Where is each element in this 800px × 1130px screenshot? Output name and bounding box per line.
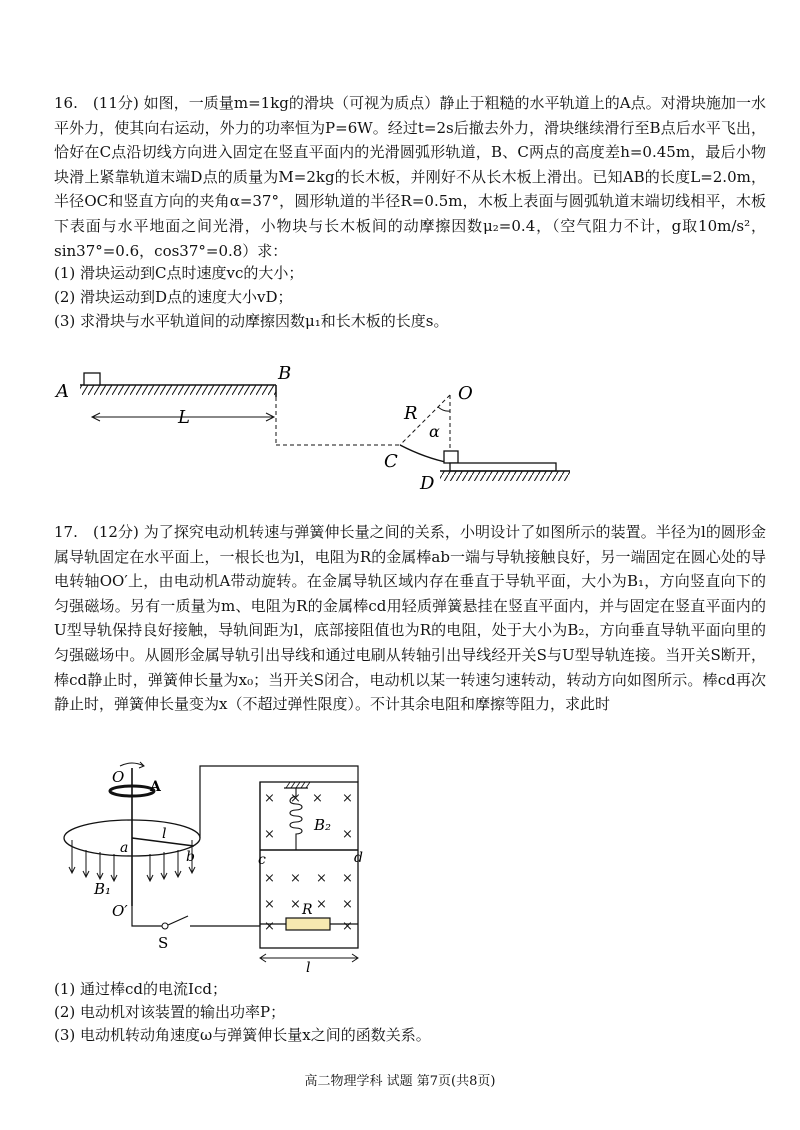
label-l: L	[178, 407, 190, 428]
wire-axis-switch	[132, 906, 162, 926]
switch-contact	[162, 923, 168, 929]
label-d-rod: d	[354, 850, 363, 866]
label-o: O	[458, 383, 473, 404]
label-a: A	[56, 381, 69, 402]
switch-s[interactable]	[168, 916, 188, 925]
svg-text:×: ×	[264, 871, 275, 886]
svg-text:×: ×	[264, 791, 275, 806]
label-b-rod: b	[186, 849, 195, 865]
svg-text:×: ×	[342, 897, 353, 912]
svg-text:×: ×	[264, 827, 275, 842]
wire-rail-top	[200, 766, 358, 838]
problem-17-question-3: (3) 电动机转动角速度ω与弹簧伸长量x之间的函数关系。	[54, 1026, 431, 1044]
label-l-rail: l	[306, 960, 311, 974]
svg-text:×: ×	[342, 919, 353, 934]
problem-16-question-2: (2) 滑块运动到D点的速度大小vD；	[54, 288, 293, 306]
svg-text:×: ×	[264, 919, 275, 934]
arc-track	[400, 445, 450, 463]
label-b1: B₁	[94, 880, 112, 898]
label-b: B	[278, 363, 292, 384]
svg-text:×: ×	[342, 791, 353, 806]
label-a-rod: a	[120, 840, 129, 856]
label-b2: B₂	[314, 816, 332, 834]
problem-17-question-2: (2) 电动机对该装置的输出功率P；	[54, 1003, 286, 1021]
label-c: C	[384, 451, 398, 472]
problem-17-text: 17. (12分) 为了探究电动机转速与弹簧伸长量之间的关系，小明设计了如图所示的装置。半径为l的圆形金属导轨固定在水平面上，一根长也为l，电阻为R的金属棒ab一端与导轨接触良好，另一端固定在圆心处的导电转轴OO′上，由电动机A带动旋转。在金属导轨区域内存在垂直于导轨平面，大小为B₁，方向竖直向下的匀强磁场。另有一质量为m、电阻为R的金属棒cd用轻质弹簧悬挂在竖直平面内，并与固定在竖直平面内的U型导轨保持良好接触，导轨间距为l，底部接阻值也为R的电阻，处于大小为B₂，方向垂直导轨平面向里的匀强磁场中。从圆形金属导轨引出导线和通过电刷从转轴引出导线经开关S与U型导轨连接。当开关S断开，棒cd静止时，弹簧伸长量为x₀；当开关S闭合，电动机以某一转速匀速转动，转动方向如图所示。棒cd再次静止时，弹簧伸长量变为x（不超过弹性限度）。不计其余电阻和摩擦等阻力，求此时	[54, 523, 766, 714]
label-a-motor: A	[150, 779, 161, 795]
alpha-arc	[438, 407, 450, 411]
page-footer: 高二物理学科 试题 第7页(共8页)	[304, 1074, 496, 1089]
rotation-arrow-icon	[120, 763, 144, 766]
svg-text:×: ×	[316, 871, 327, 886]
svg-text:×: ×	[342, 827, 353, 842]
problem-17-figure	[50, 758, 370, 974]
problem-16-question-3: (3) 求滑块与水平轨道间的动摩擦因数μ₁和长木板的长度s。	[54, 312, 449, 330]
label-d: D	[420, 473, 435, 494]
label-o-axis: O	[112, 768, 125, 786]
label-s: S	[158, 934, 169, 952]
problem-16-text: 16. (11分) 如图，一质量m=1kg的滑块（可视为质点）静止于粗糙的水平轨道上的A点。对滑块施加一水平外力，使其向右运动，外力的功率恒为P=6W。经过t=2s后撤去外力，滑块继续滑行至B点后水平飞出，恰好在C点沿切线方向进入固定在竖直平面内的光滑圆弧形轨道，B、C两点的高度差h=0.45m，最后小物块滑上紧靠轨道末端D点的质量为M=2kg的长木板，并刚好不从长木板上滑出。已知AB的长度L=2.0m，半径OC和竖直方向的夹角α=37°，圆形轨道的半径R=0.5m，木板上表面与圆弧轨道末端切线相平，木板下表面与水平地面之间光滑，小物块与长木板间的动摩擦因数μ₂=0.4，（空气阻力不计，g取10m/s²，sin37°=0.6，cos37°=0.8）求：	[54, 94, 766, 260]
svg-text:×: ×	[342, 871, 353, 886]
slider-block-d	[444, 451, 458, 463]
problem-16-question-1: (1) 滑块运动到C点时速度vc的大小；	[54, 264, 304, 282]
svg-text:×: ×	[290, 897, 301, 912]
svg-text:×: ×	[264, 897, 275, 912]
label-alpha: α	[429, 422, 440, 441]
problem-17-question-1: (1) 通过棒cd的电流Icd；	[54, 980, 227, 998]
long-board	[450, 463, 556, 471]
slider-block-a	[84, 373, 100, 385]
svg-text:×: ×	[316, 897, 327, 912]
problem-16-figure	[40, 355, 600, 500]
ground-hatch	[440, 471, 570, 481]
label-r: R	[404, 403, 418, 424]
label-r-resistor: R	[302, 902, 313, 918]
spring-hatch	[286, 782, 310, 788]
label-o-prime: O′	[112, 902, 128, 920]
resistor	[286, 918, 330, 930]
track-hatch-ab	[80, 385, 276, 395]
label-l-rod: l	[162, 826, 167, 842]
label-c-rod: c	[258, 852, 266, 868]
svg-text:×: ×	[290, 871, 301, 886]
svg-text:×: ×	[312, 791, 323, 806]
svg-text:×: ×	[290, 791, 301, 806]
